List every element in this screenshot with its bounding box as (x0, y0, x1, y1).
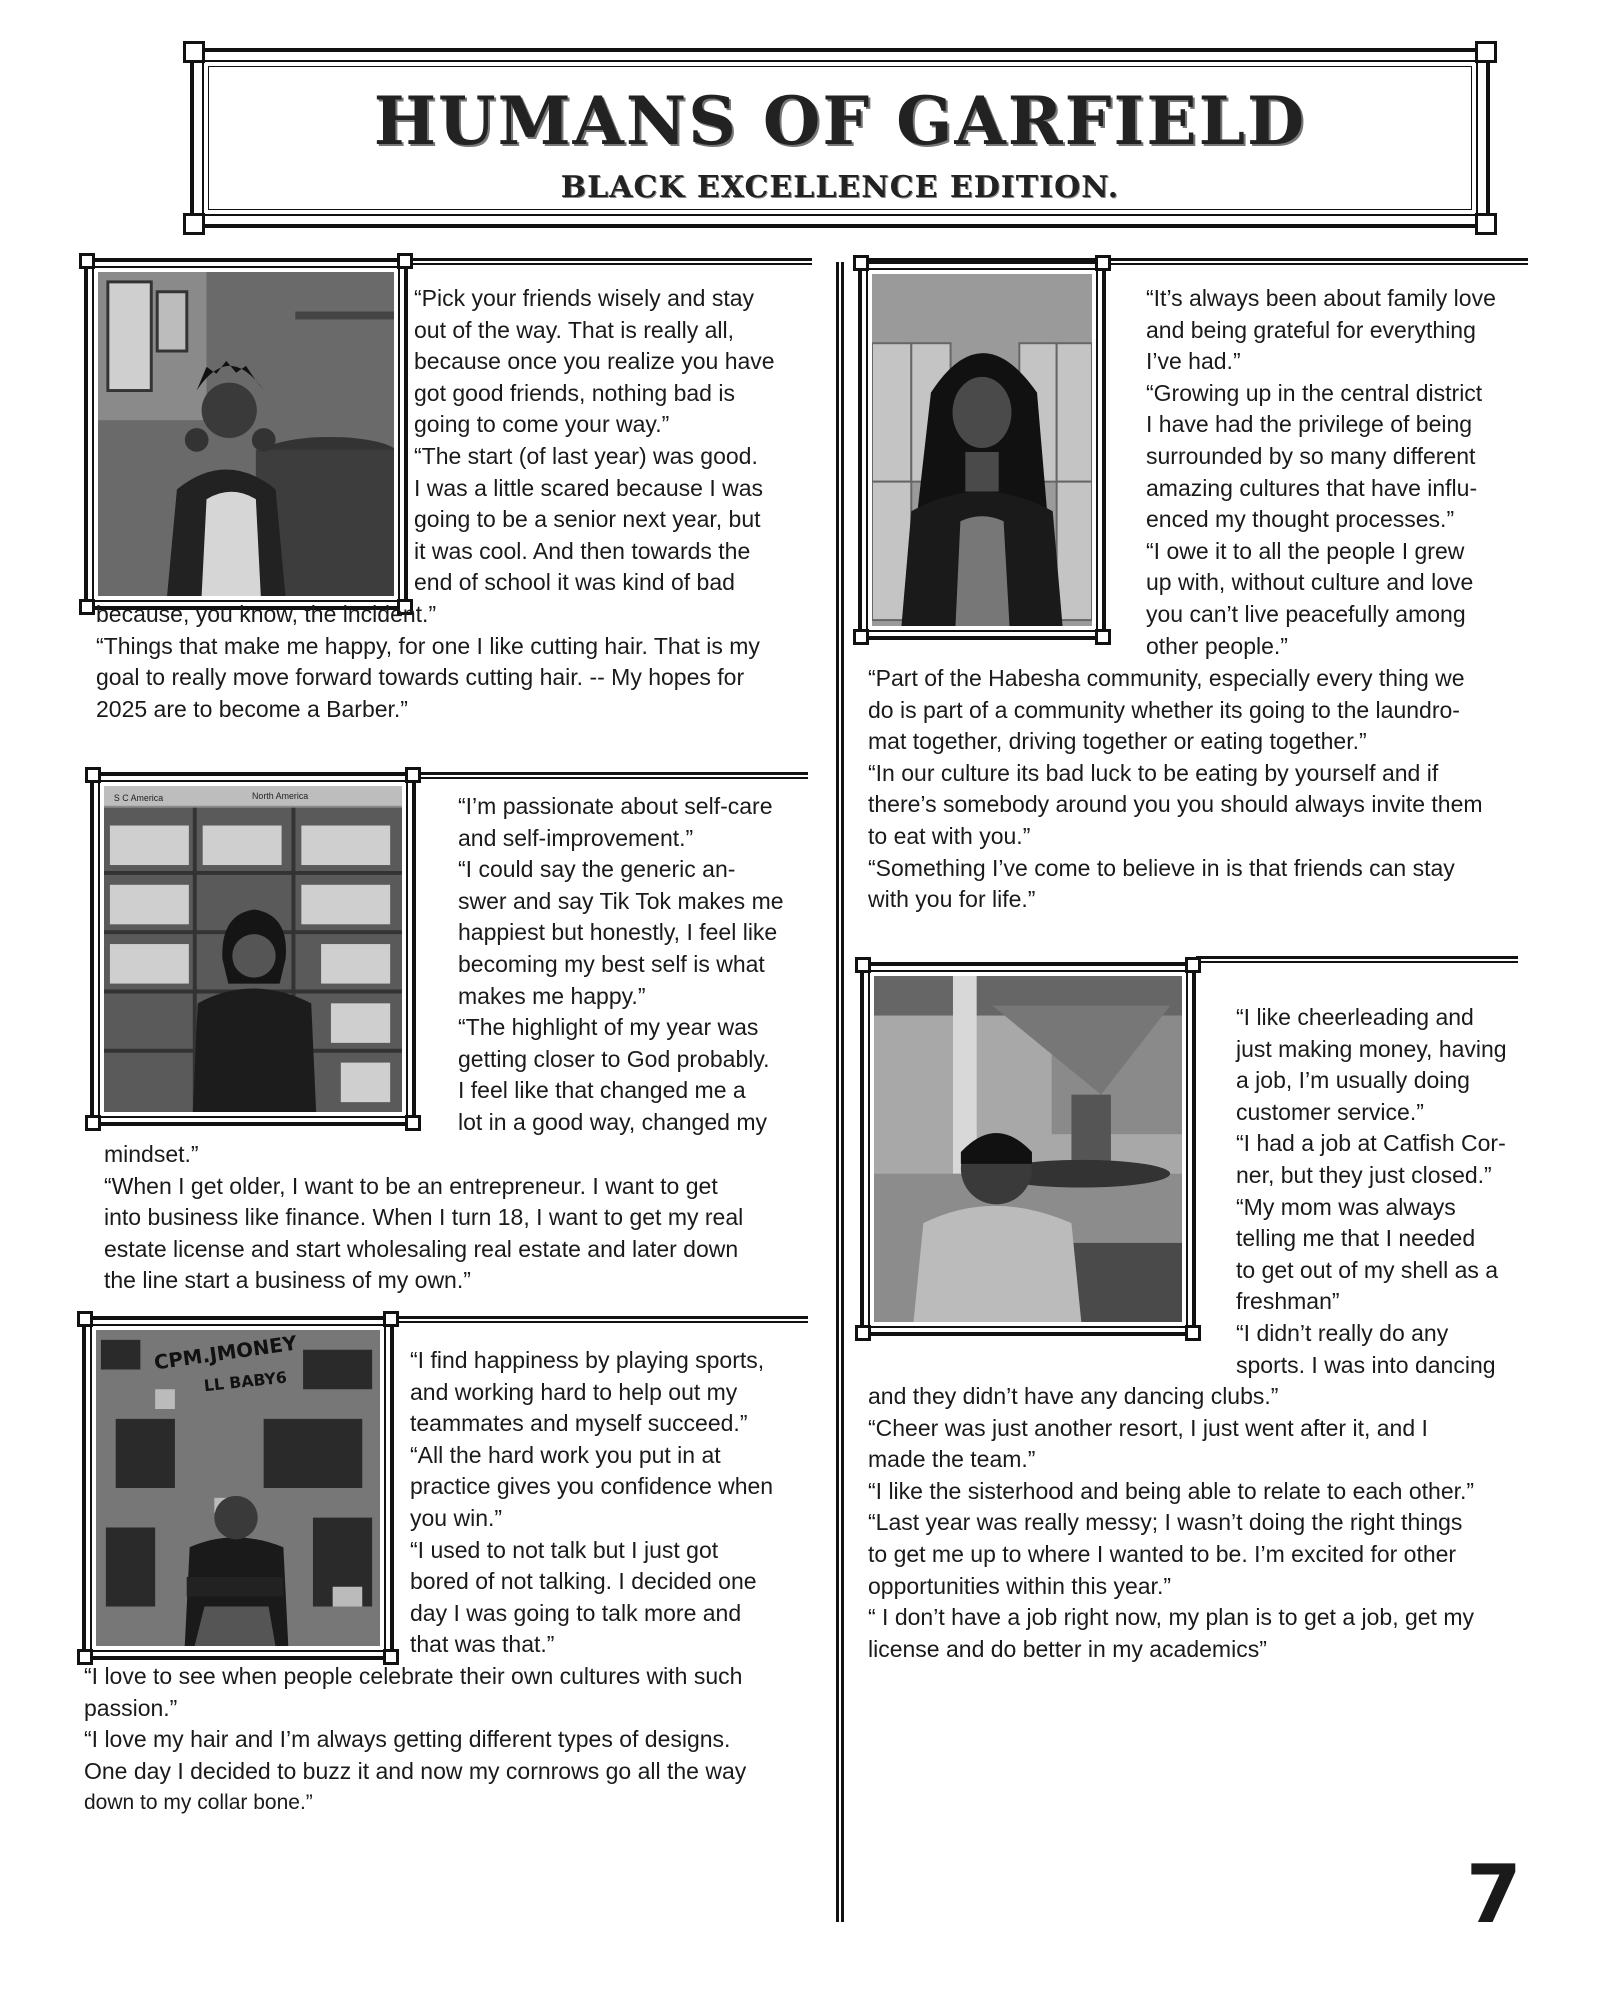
graffiti-text-1: CPM.JMONEY (152, 1331, 299, 1375)
portrait-photo-5 (860, 962, 1196, 1336)
student-photo-3-image (96, 1330, 380, 1646)
rule-right-2 (1196, 956, 1518, 963)
map-label-south-america: S C America (113, 792, 164, 803)
student-photo-2-image (104, 786, 402, 1112)
profile-5-quote-wrap: “I like cheerleading and just making money, having a job, I’m usually doing customer service.” “I had a job at Catfish Cor- ner, but they just closed.” “My mom was always telling me that I needed to get out of my shell as a freshman” “I didn’t really do any sports. I was into dancing (1236, 1004, 1507, 1378)
profile-2-quote-full: mindset.” “When I get older, I want to be an entrepreneur. I want to get into business like finance. When I turn 18, I want to get my real estate license and start wholesaling real estate and later down the line start a business of my own.” (104, 1141, 744, 1294)
profile-2-quote-wrap: “I’m passionate about self-care and self-improvement.” “I could say the generic an- swer and say Tik Tok makes me happiest but honestly, I feel like becoming my best self is what makes me happy.” “The highlight of my year was getting closer to God probably. I feel like that changed me a lot in a good way, changed my (458, 793, 784, 1135)
student-photo-5-image (874, 976, 1182, 1322)
profile-5-quote-full: and they didn’t have any dancing clubs.” “Cheer was just another resort, I just went after it, and I made the team.” “I like the sisterhood and being able to relate to each other.” “Last year was really messy; I wasn’t doing the right things to get me up to where I wanted to be. I’m excited for other opportunities within this year.” “ I don’t have a job right now, my plan is to get a job, get my license and do better in my academics” (868, 1383, 1475, 1662)
portrait-photo-3 (82, 1316, 394, 1660)
page-title: HUMANS OF GARFIELD (373, 82, 1307, 160)
profile-1-quote-wrap: “Pick your friends wisely and stay out of the way. That is really all, because once you realize you have got good friends, nothing bad is going to come your way.” “The start (of last year) was good. I was a little scared because I was going to be a senior next year, but it was cool. And then towards the end of school it was kind of bad (414, 285, 775, 596)
column-divider (836, 262, 844, 1922)
student-photo-1-image (98, 272, 394, 596)
profile-3-quote-full: “I love to see when people celebrate their own cultures with such passion.” “I love my hair and I’m always getting different types of designs. One day I decided to buzz it and now my cornrows go all the way down to my collar bone.” (84, 1663, 747, 1815)
profile-4-quote-wrap: “It’s always been about family love and being grateful for everything I’ve had.” “Growing up in the central district I have had the privilege of being surrounded by so many different amazing cultures that have influ- enced my thought processes.” “I owe it to all the people I grew up with, without culture and love you can’t live peacefully among other people.” (1146, 285, 1496, 659)
graffiti-text-2: LL BABY6 (202, 1367, 288, 1396)
profile-4-quote-full: “Part of the Habesha community, especially every thing we do is part of a community whether its going to the laundro- mat together, driving together or eating together.” “In our culture its bad luck to be eating by yourself and if there’s somebody around you you should always invite them to eat with you.” “Something I’ve come to believe in is that friends can stay with you for life.” (868, 665, 1483, 913)
portrait-photo-2 (90, 772, 416, 1126)
portrait-photo-1 (84, 258, 408, 610)
page-number: 7 (1466, 1848, 1522, 1941)
profile-1-quote-full: because, you know, the incident.” “Things that make me happy, for one I like cutting hair. That is my goal to really move forward towards cutting hair. -- My hopes for 2025 are to become a Barber.” (96, 601, 760, 722)
masthead (190, 48, 1490, 228)
page-subtitle: BLACK EXCELLENCE EDITION. (560, 170, 1120, 205)
rule-left-2 (412, 772, 808, 779)
rule-left-3 (380, 1316, 808, 1323)
student-photo-4-image (872, 274, 1092, 626)
profile-3-quote-wrap: “I find happiness by playing sports, and working hard to help out my teammates and myself succeed.” “All the hard work you put in at practice gives you confidence when you win.” “I used to not talk but I just got bored of not talking. I decided one day I was going to talk more and that was that.” (410, 1347, 774, 1658)
portrait-photo-4 (858, 260, 1106, 640)
map-label-north-america: North America (252, 790, 309, 801)
